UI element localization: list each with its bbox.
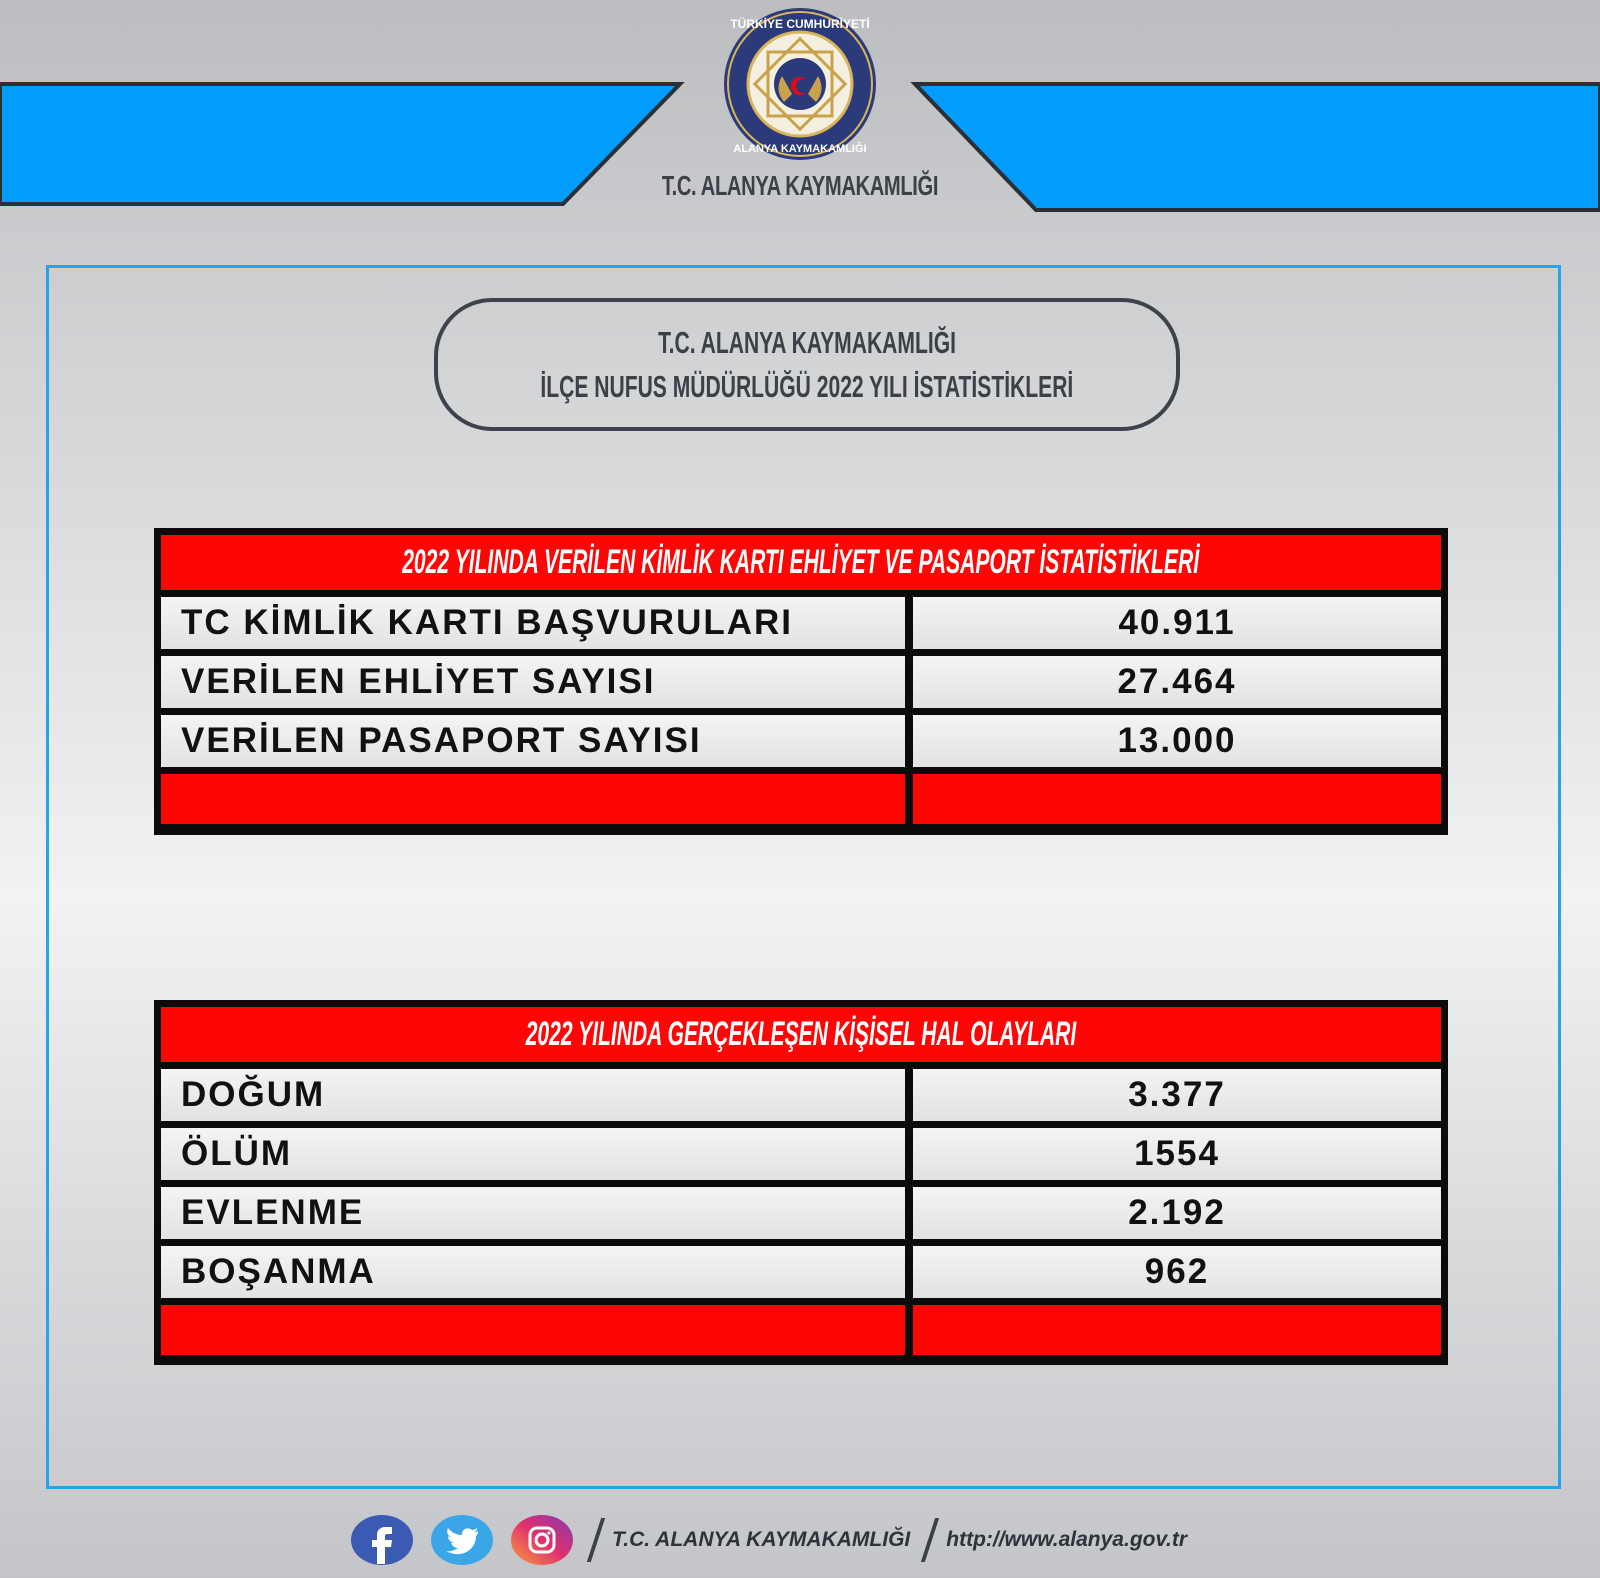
table-heading <box>161 535 1441 590</box>
footer-cell <box>913 774 1441 824</box>
row-label: EVLENME <box>161 1187 905 1239</box>
row-label: TC KİMLİK KARTI BAŞVURULARI <box>161 597 905 649</box>
facebook-icon[interactable] <box>350 1513 414 1567</box>
footer-bar <box>350 1513 1250 1567</box>
twitter-icon[interactable] <box>430 1513 494 1567</box>
table-heading <box>161 1007 1441 1062</box>
footer-cell <box>161 774 905 824</box>
table-row <box>161 1187 1441 1239</box>
row-label: VERİLEN PASAPORT SAYISI <box>161 715 905 767</box>
seal-text-top: TÜRKİYE CUMHURİYETİ <box>730 17 870 31</box>
page-title-box <box>434 298 1180 431</box>
table-row <box>161 1069 1441 1121</box>
row-label: BOŞANMA <box>161 1246 905 1298</box>
row-value: 40.911 <box>913 597 1441 649</box>
table-row <box>161 1246 1441 1298</box>
row-value: 3.377 <box>913 1069 1441 1121</box>
table-row <box>161 656 1441 708</box>
row-value: 1554 <box>913 1128 1441 1180</box>
page-title-line1: T.C. ALANYA KAYMAKAMLIĞI <box>658 324 956 360</box>
table-footer-row <box>161 774 1441 824</box>
row-label: VERİLEN EHLİYET SAYISI <box>161 656 905 708</box>
footer-website-link[interactable]: http://www.alanya.gov.tr <box>946 1528 1188 1551</box>
instagram-icon[interactable] <box>510 1513 574 1567</box>
row-value: 2.192 <box>913 1187 1441 1239</box>
page-title-line2: İLÇE NUFUS MÜDÜRLÜĞÜ 2022 YILI İSTATİSTİKLERİ <box>540 368 1074 404</box>
row-label: ÖLÜM <box>161 1128 905 1180</box>
footer-org-name: T.C. ALANYA KAYMAKAMLIĞI <box>612 1528 911 1551</box>
table-footer-row <box>161 1305 1441 1355</box>
table-row <box>161 1128 1441 1180</box>
footer-cell <box>913 1305 1441 1355</box>
divider <box>587 1518 605 1562</box>
table-row <box>161 715 1441 767</box>
table-heading-text: 2022 YILINDA GERÇEKLEŞEN KİŞİSEL HAL OLAYLARI <box>525 1015 1077 1053</box>
kaymakamlik-seal-logo <box>722 6 878 162</box>
divider <box>921 1518 939 1562</box>
documents-stats-table <box>154 528 1448 835</box>
civil-events-table <box>154 1000 1448 1365</box>
table-heading-text: 2022 YILINDA VERİLEN KİMLİK KARTI EHLİYET VE PASAPORT İSTATİSTİKLERİ <box>402 543 1200 581</box>
row-label: DOĞUM <box>161 1069 905 1121</box>
row-value: 962 <box>913 1246 1441 1298</box>
row-value: 27.464 <box>913 656 1441 708</box>
seal-text-bottom: ALANYA KAYMAKAMLIĞI <box>733 143 867 155</box>
header-org-name: T.C. ALANYA KAYMAKAMLIĞI <box>661 170 939 201</box>
row-value: 13.000 <box>913 715 1441 767</box>
footer-cell <box>161 1305 905 1355</box>
table-row <box>161 597 1441 649</box>
